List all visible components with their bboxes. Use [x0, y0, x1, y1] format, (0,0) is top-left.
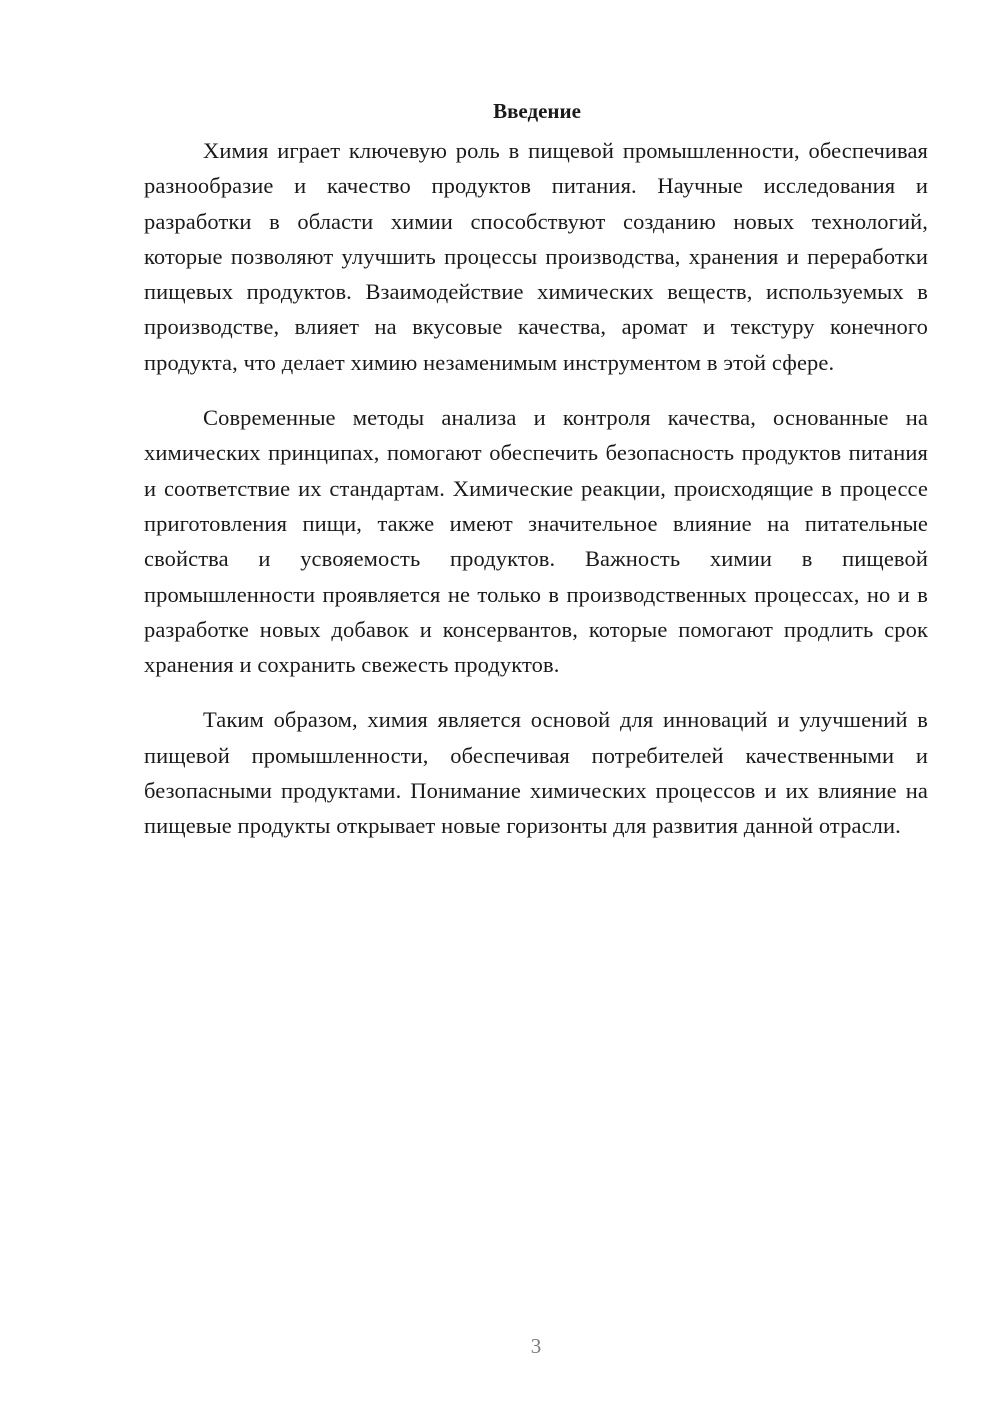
paragraph-3: Таким образом, химия является основой для инноваций и улучшений в пищевой промышленности, обеспечивая потребителей качественными и безопасными продуктами. Понимание химических процессов и их влияние на пищевые продукты открывает новые горизонты для развития данной отрасли. — [144, 707, 928, 839]
page-content — [144, 95, 928, 864]
page-number: 3 — [530, 1334, 542, 1358]
section-heading: Введение — [493, 99, 581, 123]
paragraph-1: Химия играет ключевую роль в пищевой промышленности, обеспечивая разнообразие и качество продуктов питания. Научные исследования и разработки в области химии способствуют созданию новых технологий, которые позволяют улучшить процессы производства, хранения и переработки пищевых продуктов. Взаимодействие химических веществ, используемых в производстве, влияет на вкусовые качества, аромат и текстуру конечного продукта, что делает химию незаменимым инструментом в этой сфере. — [144, 138, 928, 375]
paragraph-2: Современные методы анализа и контроля качества, основанные на химических принципах, помогают обеспечить безопасность продуктов питания и соответствие их стандартам. Химические реакции, происходящие в процессе приготовления пищи, также имеют значительное влияние на питательные свойства и усвояемость продуктов. Важность химии в пищевой промышленности проявляется не только в производственных процессах, но и в разработке новых добавок и консервантов, которые помогают продлить срок хранения и сохранить свежесть продуктов. — [144, 405, 928, 678]
